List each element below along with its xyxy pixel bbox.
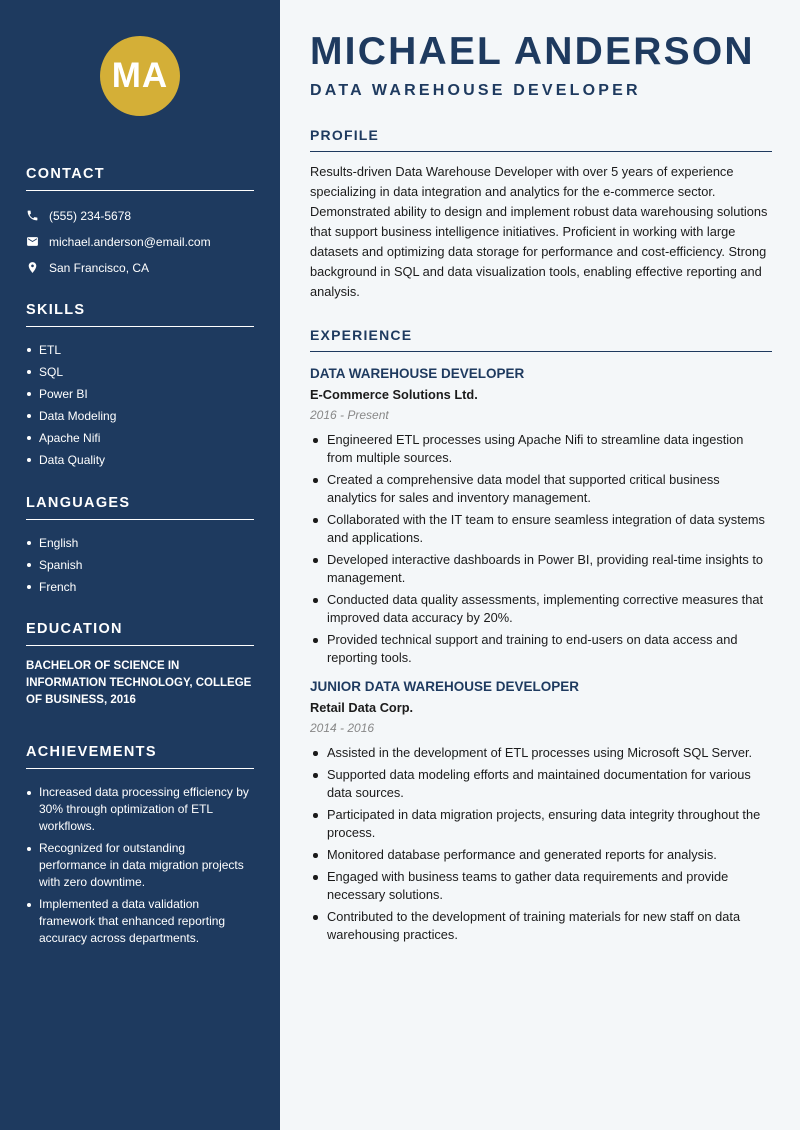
skill-item: Apache Nifi bbox=[26, 427, 254, 449]
job-bullet: Monitored database performance and generated reports for analysis. bbox=[310, 846, 772, 864]
phone-text: (555) 234-5678 bbox=[49, 209, 132, 223]
email-text: michael.anderson@email.com bbox=[49, 235, 211, 249]
avatar: MA bbox=[100, 36, 180, 116]
profile-section bbox=[310, 127, 772, 302]
education-degree: BACHELOR OF SCIENCE IN INFORMATION TECHNOLOGY, COLLEGE OF BUSINESS, 2016 bbox=[26, 660, 252, 706]
job-bullets bbox=[310, 431, 772, 667]
language-item: English bbox=[26, 532, 254, 554]
job-title: DATA WAREHOUSE DEVELOPER bbox=[310, 366, 525, 381]
education-heading: EDUCATION bbox=[26, 621, 254, 646]
language-item: Spanish bbox=[26, 554, 254, 576]
profile-text: Results-driven Data Warehouse Developer with over 5 years of experience specializing in data integration and analytics for the e-commerce sector. Demonstrated ability to design and implement robust data warehousing solutions that support business intelligence initiatives. Proficient in working with large datasets and optimizing data storage for performance and cost-efficiency. Strong background in SQL and data visualization tools, enabling effective reporting and analysis. bbox=[310, 164, 768, 299]
achievement-item: Recognized for outstanding performance in data migration projects with zero downtime. bbox=[26, 840, 254, 891]
job-dates: 2016 - Present bbox=[310, 408, 389, 422]
achievements-section bbox=[26, 744, 254, 952]
languages-list bbox=[26, 532, 254, 598]
skills-heading: SKILLS bbox=[26, 302, 254, 327]
job-bullet: Contributed to the development of training materials for new staff on data warehousing practices. bbox=[310, 908, 772, 944]
job-bullet: Assisted in the development of ETL processes using Microsoft SQL Server. bbox=[310, 744, 772, 762]
email-icon bbox=[26, 235, 40, 249]
contact-email bbox=[26, 229, 254, 255]
location-text: San Francisco, CA bbox=[49, 261, 150, 275]
job-company: E-Commerce Solutions Ltd. bbox=[310, 387, 478, 402]
job-bullet: Participated in data migration projects, ensuring data integrity throughout the process. bbox=[310, 806, 772, 842]
language-item: French bbox=[26, 576, 254, 598]
skills-list bbox=[26, 339, 254, 471]
achievements-heading: ACHIEVEMENTS bbox=[26, 744, 254, 769]
job-entry bbox=[310, 679, 772, 944]
job-bullet: Conducted data quality assessments, implementing corrective measures that improved data accuracy by 20%. bbox=[310, 591, 772, 627]
skill-item: ETL bbox=[26, 339, 254, 361]
sidebar bbox=[0, 0, 280, 1130]
job-bullets bbox=[310, 744, 772, 944]
job-bullet: Created a comprehensive data model that supported critical business analytics for sales and inventory management. bbox=[310, 471, 772, 507]
job-bullet: Engineered ETL processes using Apache Nifi to streamline data ingestion from multiple sources. bbox=[310, 431, 772, 467]
job-bullet: Engaged with business teams to gather data requirements and provide necessary solutions. bbox=[310, 868, 772, 904]
skill-item: Data Modeling bbox=[26, 405, 254, 427]
candidate-title: DATA WAREHOUSE DEVELOPER bbox=[310, 82, 641, 99]
job-bullet: Collaborated with the IT team to ensure seamless integration of data systems and applications. bbox=[310, 511, 772, 547]
profile-heading: PROFILE bbox=[310, 127, 772, 152]
experience-section bbox=[310, 327, 772, 948]
job-bullet: Supported data modeling efforts and maintained documentation for various data sources. bbox=[310, 766, 772, 802]
phone-icon bbox=[26, 209, 40, 223]
education-section bbox=[26, 621, 254, 709]
languages-heading: LANGUAGES bbox=[26, 495, 254, 520]
job-dates: 2014 - 2016 bbox=[310, 721, 375, 735]
experience-heading: EXPERIENCE bbox=[310, 327, 772, 352]
candidate-name: MICHAEL ANDERSON bbox=[310, 30, 755, 73]
contact-section bbox=[26, 166, 254, 281]
skill-item: Power BI bbox=[26, 383, 254, 405]
job-bullet: Developed interactive dashboards in Power BI, providing real-time insights to management. bbox=[310, 551, 772, 587]
achievement-item: Increased data processing efficiency by 30% through optimization of ETL workflows. bbox=[26, 784, 254, 835]
job-bullet: Provided technical support and training to end-users on data access and reporting tools. bbox=[310, 631, 772, 667]
job-company: Retail Data Corp. bbox=[310, 700, 414, 715]
achievements-list bbox=[26, 784, 254, 947]
skill-item: SQL bbox=[26, 361, 254, 383]
contact-heading: CONTACT bbox=[26, 166, 254, 191]
job-title: JUNIOR DATA WAREHOUSE DEVELOPER bbox=[310, 679, 580, 694]
skills-section bbox=[26, 302, 254, 471]
languages-section bbox=[26, 495, 254, 598]
job-entry bbox=[310, 366, 772, 667]
location-pin-icon bbox=[26, 261, 40, 275]
contact-phone bbox=[26, 203, 254, 229]
achievement-item: Implemented a data validation framework that enhanced reporting accuracy across departments. bbox=[26, 896, 254, 947]
contact-location bbox=[26, 255, 254, 281]
skill-item: Data Quality bbox=[26, 449, 254, 471]
